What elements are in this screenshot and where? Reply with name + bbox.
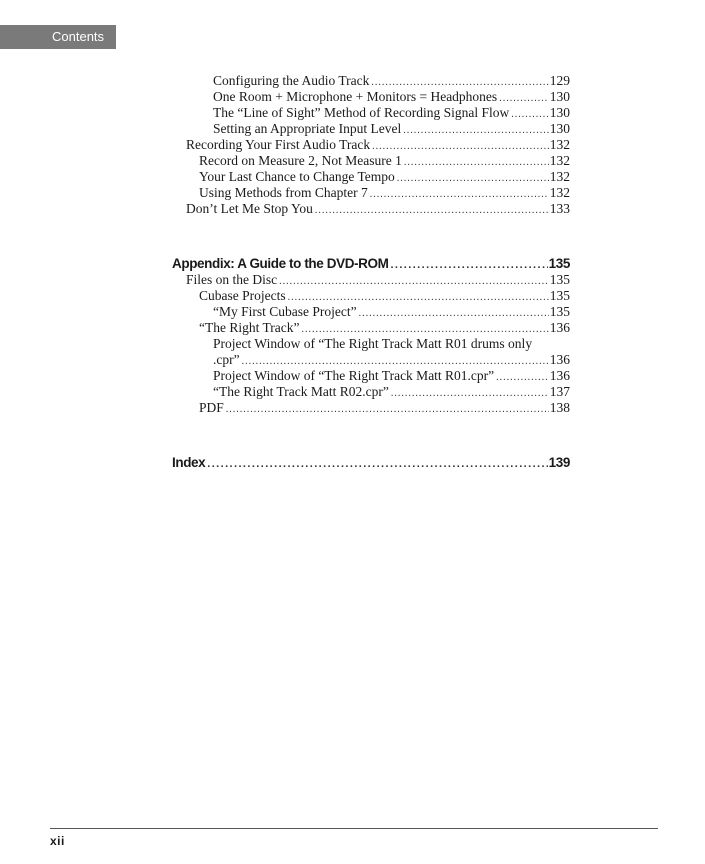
dot-leader — [315, 203, 549, 219]
toc-entry[interactable] — [186, 201, 570, 219]
toc-entry-page: 136 — [549, 352, 570, 367]
toc-entry-title: Project Window of “The Right Track Matt R01.cpr” — [213, 368, 495, 383]
toc-entry-page: 132 — [549, 169, 570, 184]
toc-entry[interactable] — [199, 400, 570, 418]
toc-entry-title: Setting an Appropriate Input Level — [213, 121, 402, 136]
toc-entry-page: 132 — [549, 137, 570, 152]
dot-leader — [390, 257, 547, 273]
toc-entry-title: PDF — [199, 400, 224, 415]
toc-entry-page: 130 — [549, 105, 570, 120]
toc-entry-title: Configuring the Audio Track — [213, 73, 370, 88]
toc-entry-title-line1[interactable]: Project Window of “The Right Track Matt R01 drums only — [213, 336, 533, 351]
toc-entry-page: 130 — [549, 89, 570, 104]
dot-leader — [207, 456, 547, 472]
section-tab-label: Contents — [52, 29, 105, 44]
toc-entry-title: Recording Your First Audio Track — [186, 137, 371, 152]
dot-leader — [226, 402, 549, 418]
footer-rule — [50, 828, 658, 829]
toc-entry-page: 133 — [549, 201, 570, 216]
toc-chapter-title: Index — [172, 455, 206, 470]
toc-entry-page: 135 — [549, 288, 570, 303]
toc-entry-page: 135 — [549, 272, 570, 287]
toc-chapter-page: 135 — [548, 256, 570, 271]
toc-chapter-title: Appendix: A Guide to the DVD-ROM — [172, 256, 389, 271]
toc-entry-title: The “Line of Sight” Method of Recording Signal Flow — [213, 105, 510, 120]
toc-chapter-page: 139 — [548, 455, 570, 470]
toc-entry-page: 132 — [549, 153, 570, 168]
toc-entry-title: Cubase Projects — [199, 288, 286, 303]
toc-entry-title: One Room + Microphone + Monitors = Headphones — [213, 89, 498, 104]
toc-entry-title: Record on Measure 2, Not Measure 1 — [199, 153, 402, 168]
toc-entry-page: 137 — [549, 384, 570, 399]
toc-entry-title: Files on the Disc — [186, 272, 278, 287]
toc-entry-title: “The Right Track Matt R02.cpr” — [213, 384, 389, 399]
toc-entry-title: Using Methods from Chapter 7 — [199, 185, 368, 200]
toc-entry-page: 132 — [549, 185, 570, 200]
toc-entry-page: 136 — [549, 368, 570, 383]
toc-chapter-index[interactable] — [172, 455, 570, 472]
toc-entry-title: Don’t Let Me Stop You — [186, 201, 313, 216]
toc-chapter-appendix[interactable] — [172, 256, 570, 273]
toc-entry-title: “The Right Track” — [199, 320, 300, 335]
toc-entry-page: 130 — [549, 121, 570, 136]
toc-entry-page: 138 — [549, 400, 570, 415]
page-number: xii — [50, 834, 65, 848]
toc-entry-title: “My First Cubase Project” — [213, 304, 357, 319]
toc-entry-page: 136 — [549, 320, 570, 335]
toc-entry-title: .cpr” — [213, 352, 240, 367]
toc-entry-page: 135 — [549, 304, 570, 319]
section-tab — [0, 25, 116, 49]
toc-entry-page: 129 — [549, 73, 570, 88]
toc-entry-title: Your Last Chance to Change Tempo — [199, 169, 395, 184]
